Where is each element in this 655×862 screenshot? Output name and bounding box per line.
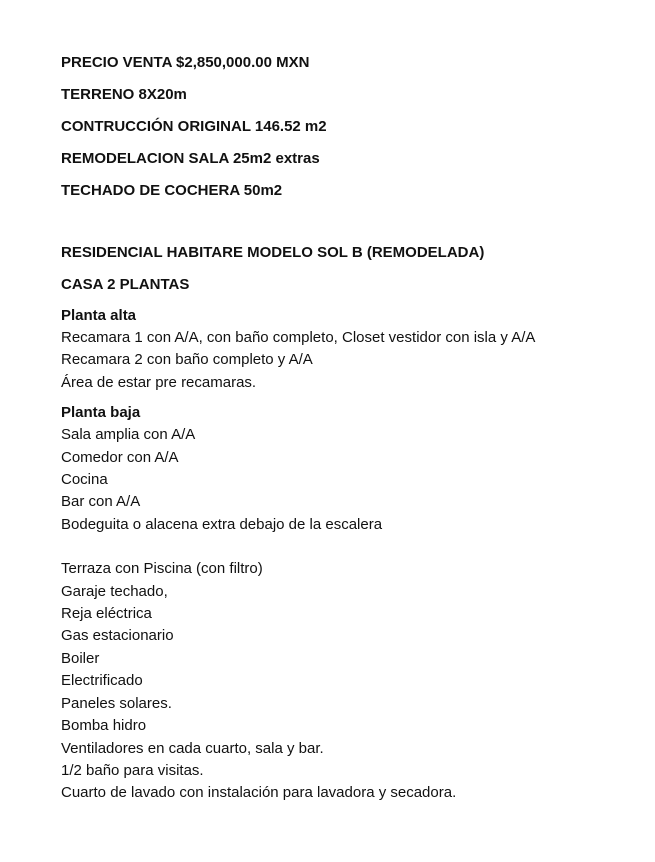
list-item: Reja eléctrica [61, 605, 152, 623]
list-item: Área de estar pre recamaras. [61, 373, 257, 391]
list-item: Bar con A/A [61, 493, 141, 511]
remodel-heading: REMODELACION SALA 25m2 extras [61, 150, 320, 167]
floors-heading: CASA 2 PLANTAS [61, 276, 190, 293]
list-item: Gas estacionario [61, 627, 174, 645]
land-heading: TERRENO 8X20m [61, 86, 187, 103]
price-heading: PRECIO VENTA $2,850,000.00 MXN [61, 54, 310, 71]
list-item: 1/2 baño para visitas. [61, 761, 204, 779]
upper-floor-section [61, 305, 641, 394]
list-item: Sala amplia con A/A [61, 426, 196, 444]
ground-floor-title: Planta baja [61, 404, 141, 422]
list-item: Comedor con A/A [61, 448, 179, 466]
upper-floor-title: Planta alta [61, 307, 137, 324]
list-item: Recamara 1 con A/A, con baño completo, Closet vestidor con isla y A/A [61, 329, 536, 346]
list-item: Garaje techado, [61, 582, 168, 600]
list-item: Cuarto de lavado con instalación para lavadora y secadora. [61, 784, 457, 802]
list-item: Terraza con Piscina (con filtro) [61, 560, 263, 578]
list-item: Bomba hidro [61, 717, 147, 735]
document-page [61, 53, 641, 813]
list-item: Paneles solares. [61, 694, 172, 712]
model-title: RESIDENCIAL HABITARE MODELO SOL B (REMODELADA) [61, 244, 485, 261]
ground-floor-section [61, 402, 641, 536]
list-item: Boiler [61, 649, 100, 667]
extras-section [61, 558, 641, 804]
list-item: Ventiladores en cada cuarto, sala y bar. [61, 739, 324, 757]
list-item: Electrificado [61, 672, 143, 690]
list-item: Cocina [61, 471, 108, 489]
list-item: Bodeguita o alacena extra debajo de la escalera [61, 515, 383, 533]
construction-heading: CONTRUCCIÓN ORIGINAL 146.52 m2 [61, 118, 327, 135]
list-item: Recamara 2 con baño completo y A/A [61, 351, 313, 369]
garage-roof-heading: TECHADO DE COCHERA 50m2 [61, 182, 283, 199]
